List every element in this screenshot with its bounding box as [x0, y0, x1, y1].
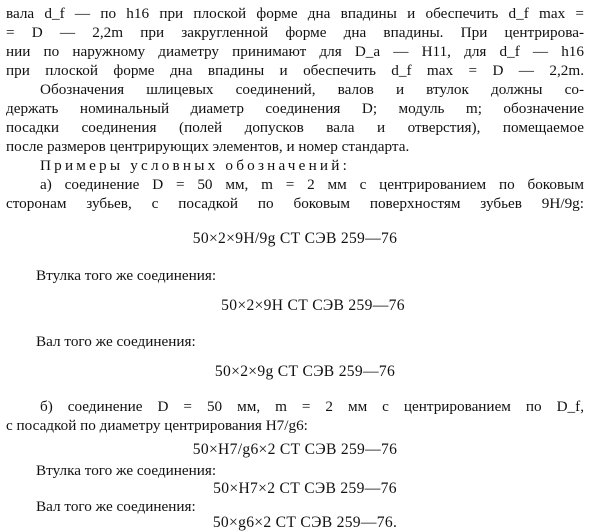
- examples-heading: Примеры условных обозначений:: [40, 157, 350, 174]
- paragraph-2-line-3: посадки соединения (полей допусков вала и отверстия), помещаемое: [6, 119, 584, 136]
- paragraph-1-line-4: при плоской форме дна впадины и обеспечить d_f max = D — 2,2m.: [6, 62, 584, 79]
- example-a-line-1: а) соединение D = 50 мм, m = 2 мм с центрированием по боковым: [40, 176, 584, 193]
- bushing-label-2: Втулка того же соединения:: [36, 462, 217, 479]
- example-b-line-1: б) соединение D = 50 мм, m = 2 мм с центрированием по D_f,: [40, 398, 584, 415]
- shaft-label-2: Вал того же соединения:: [36, 498, 196, 515]
- formula-a-joint: 50×2×9H/9g СТ СЭВ 259—76: [192, 230, 398, 247]
- shaft-label-1: Вал того же соединения:: [36, 333, 196, 350]
- formula-b-bushing: 50×H7×2 СТ СЭВ 259—76: [213, 480, 397, 497]
- paragraph-1-line-1: вала d_f — по h16 при плоской форме дна впадины и обеспечить d_f max =: [6, 5, 584, 22]
- example-b-line-2: с посадкой по диаметру центрирования H7/g6:: [6, 417, 308, 434]
- formula-a-bushing: 50×2×9H СТ СЭВ 259—76: [221, 297, 405, 314]
- paragraph-2-line-2: держать номинальный диаметр соединения D; модуль m; обозначение: [6, 100, 584, 117]
- formula-a-shaft: 50×2×9g СТ СЭВ 259—76: [214, 363, 396, 380]
- paragraph-1-line-3: нии по наружному диаметру принимают для D_a — H11, для d_f — h16: [6, 43, 584, 60]
- bushing-label-1: Втулка того же соединения:: [36, 267, 217, 284]
- paragraph-1-line-2: = D — 2,2m при закругленной форме дна впадины. При центрирова-: [6, 24, 584, 41]
- formula-b-shaft: 50×g6×2 СТ СЭВ 259—76.: [212, 514, 398, 531]
- paragraph-2-line-1: Обозначения шлицевых соединений, валов и втулок должны со-: [40, 81, 584, 98]
- example-a-line-2: сторонам зубьев, с посадкой по боковым поверхностям зубьев 9H/9g:: [6, 195, 584, 212]
- formula-b-joint: 50×H7/g6×2 СТ СЭВ 259—76: [192, 441, 398, 458]
- paragraph-2-line-4: после размеров центрирующих элементов, и номер стандарта.: [6, 138, 410, 155]
